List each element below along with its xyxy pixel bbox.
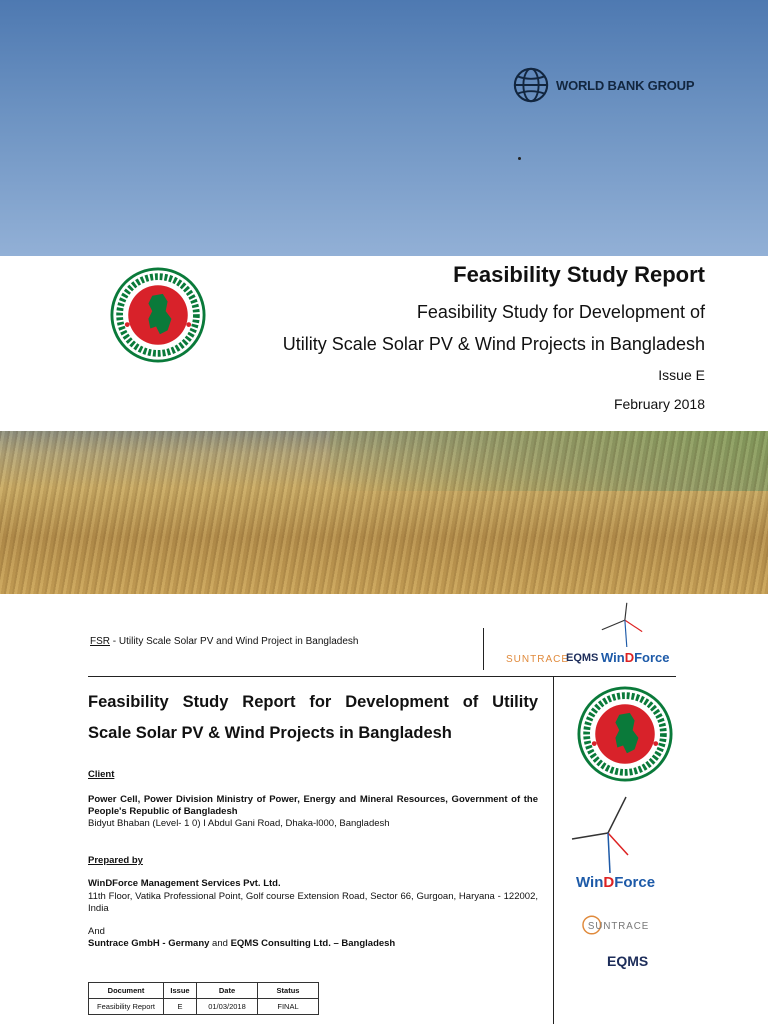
side-windforce-d: D bbox=[603, 874, 615, 891]
header-windforce-logo bbox=[601, 650, 670, 665]
partner-and: and bbox=[209, 938, 231, 949]
cover-sky-image bbox=[0, 0, 768, 256]
table-cell-date: 01/03/2018 bbox=[197, 999, 258, 1015]
side-windforce-logo bbox=[576, 874, 655, 891]
header-divider bbox=[483, 628, 484, 670]
header-suntrace-logo: SUNTRACE bbox=[506, 654, 570, 665]
header-fsr-prefix: FSR bbox=[90, 636, 110, 647]
globe-icon bbox=[512, 66, 550, 104]
table-row bbox=[89, 999, 319, 1015]
header-title: - Utility Scale Solar PV and Wind Project in Bangladesh bbox=[110, 636, 359, 647]
page-header-text bbox=[90, 636, 358, 647]
partner-eqms: EQMS Consulting Ltd. – Bangladesh bbox=[230, 938, 396, 949]
table-cell-document: Feasibility Report bbox=[89, 999, 164, 1015]
side-suntrace-logo bbox=[582, 910, 660, 940]
header-windforce-part2: Force bbox=[634, 650, 670, 665]
side-suntrace-text: SUNTRACE bbox=[587, 920, 650, 932]
bangladesh-government-seal-icon bbox=[110, 267, 206, 363]
field-grass-texture bbox=[0, 431, 768, 594]
prepared-by-label: Prepared by bbox=[88, 855, 143, 866]
table-header-date: Date bbox=[197, 983, 258, 999]
client-name: Power Cell, Power Division Ministry of Power, Energy and Mineral Resources, Government of the People's Republic of Bangladesh bbox=[88, 794, 538, 817]
table-header-row bbox=[89, 983, 319, 999]
table-cell-issue: E bbox=[164, 999, 197, 1015]
vertical-rule bbox=[553, 676, 554, 1024]
partners-line bbox=[88, 938, 538, 950]
table-cell-status: FINAL bbox=[258, 999, 319, 1015]
table-header-issue: Issue bbox=[164, 983, 197, 999]
cover-title-block bbox=[283, 262, 705, 412]
world-bank-logo bbox=[512, 66, 694, 104]
client-label: Client bbox=[88, 769, 115, 780]
cover-title: Feasibility Study Report bbox=[453, 262, 705, 287]
header-windforce-d: D bbox=[624, 650, 635, 665]
header-windforce-part1: Win bbox=[601, 650, 625, 665]
preparer-name: WinDForce Management Services Pvt. Ltd. bbox=[88, 878, 281, 889]
document-title-line1: Feasibility Study Report for Development of Utility bbox=[88, 693, 538, 711]
side-windforce-part1: Win bbox=[576, 874, 604, 891]
and-text: And bbox=[88, 926, 105, 937]
header-eqms-logo: EQMS bbox=[566, 652, 599, 664]
side-windforce-part2: Force bbox=[614, 874, 656, 891]
side-eqms-logo: EQMS bbox=[607, 953, 649, 969]
side-wind-turbine-icon bbox=[568, 793, 632, 873]
document-status-table bbox=[88, 982, 319, 1015]
preparer-address: 11th Floor, Vatika Professional Point, Golf course Extension Road, Sector 66, Gurgoan, Haryana - 122002, India bbox=[88, 891, 538, 914]
cover-field-image bbox=[0, 431, 768, 594]
table-header-document: Document bbox=[89, 983, 164, 999]
wind-turbine-icon bbox=[598, 598, 646, 648]
cover-subtitle-line2: Utility Scale Solar PV & Wind Projects in Bangladesh bbox=[282, 334, 705, 354]
bird-dot bbox=[518, 157, 521, 160]
world-bank-logo-text: WORLD BANK GROUP bbox=[556, 77, 695, 93]
document-title bbox=[88, 687, 538, 749]
table-header-status: Status bbox=[258, 983, 319, 999]
side-government-seal-icon bbox=[577, 686, 673, 782]
top-rule bbox=[88, 676, 676, 677]
client-address: Bidyut Bhaban (Level- 1 0) I Abdul Gani Road, Dhaka-l000, Bangladesh bbox=[88, 818, 390, 829]
document-title-line2: Scale Solar PV & Wind Projects in Bangladesh bbox=[88, 724, 452, 742]
cover-date: February 2018 bbox=[613, 396, 705, 412]
cover-issue: Issue E bbox=[658, 367, 705, 383]
cover-subtitle-line1: Feasibility Study for Development of bbox=[416, 302, 705, 322]
partner-suntrace: Suntrace GmbH - Germany bbox=[88, 938, 210, 949]
